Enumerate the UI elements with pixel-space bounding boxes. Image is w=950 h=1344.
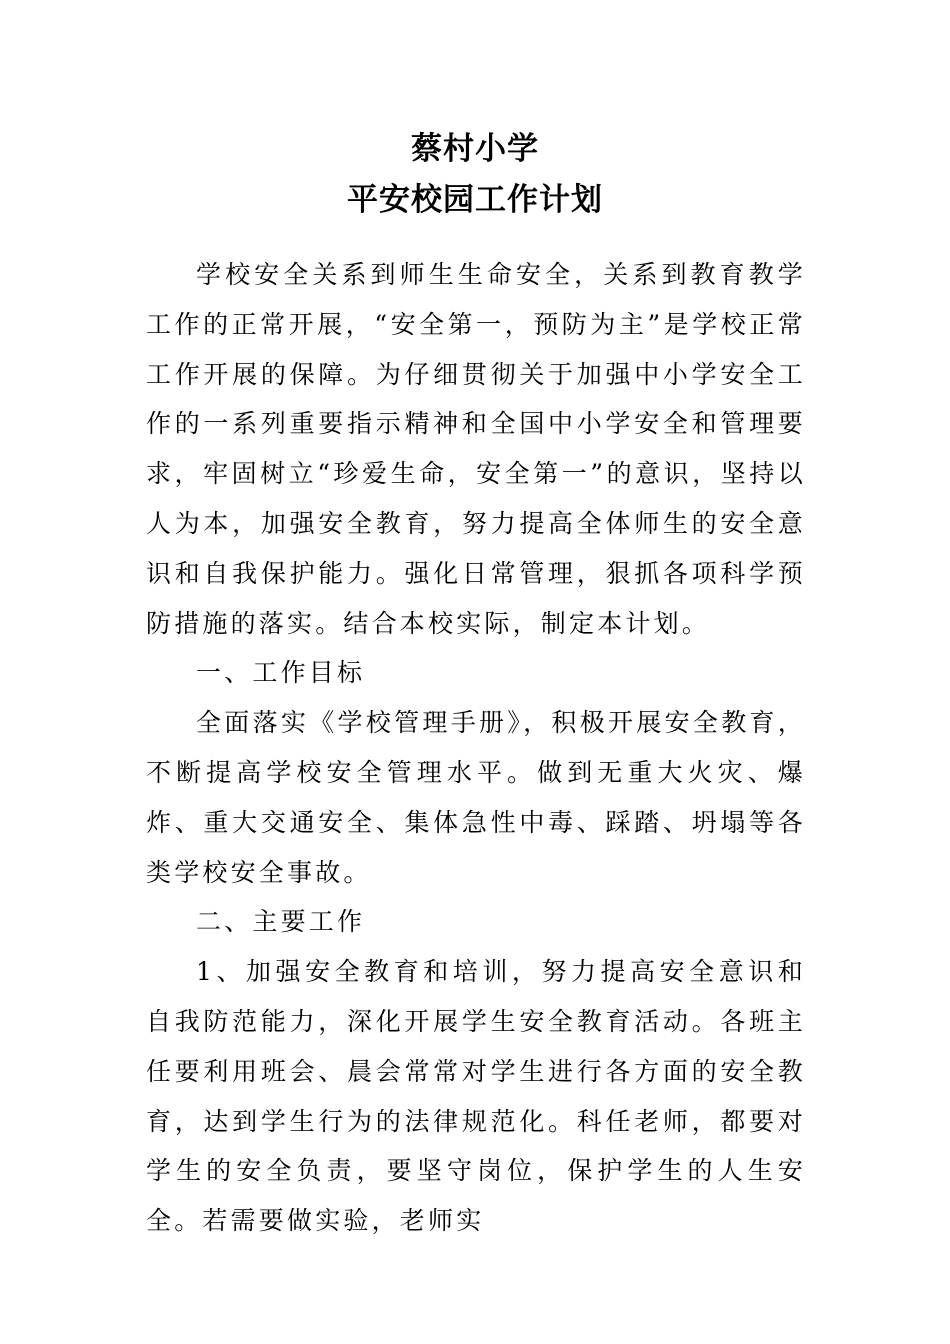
goals-paragraph: 全面落实《学校管理手册》，积极开展安全教育，不断提高学校安全管理水平。做到无重大火灾、爆炸、重大交通安全、集体急性中毒、踩踏、坍塌等各类学校安全事故。 [146, 708, 806, 887]
document-title-school: 蔡村小学 [411, 131, 539, 167]
section-heading-main-work: 二、主要工作 [196, 907, 366, 937]
document-title-plan: 平安校园工作计划 [347, 182, 603, 218]
intro-paragraph: 学校安全关系到师生生命安全，关系到教育教学工作的正常开展，“安全第一，预防为主”是学校正常工作开展的保障。为仔细贯彻关于加强中小学安全工作的一系列重要指示精神和全国中小学安全和管理要求，牢固树立“珍爱生命，安全第一”的意识，坚持以人为本，加强安全教育，努力提高全体师生的安全意识和自我保护能力。强化日常管理，狠抓各项科学预防措施的落实。结合本校实际，制定本计划。 [146, 260, 806, 638]
document-body [146, 250, 806, 1246]
section-heading-goals: 一、工作目标 [196, 658, 366, 688]
main-work-paragraph: 1、加强安全教育和培训，努力提高安全意识和自我防范能力，深化开展学生安全教育活动。各班主任要利用班会、晨会常常对学生进行各方面的安全教育，达到学生行为的法律规范化。科任老师，都要对学生的安全负责，要坚守岗位，保护学生的人生安全。若需要做实验，老师实 [146, 957, 806, 1236]
